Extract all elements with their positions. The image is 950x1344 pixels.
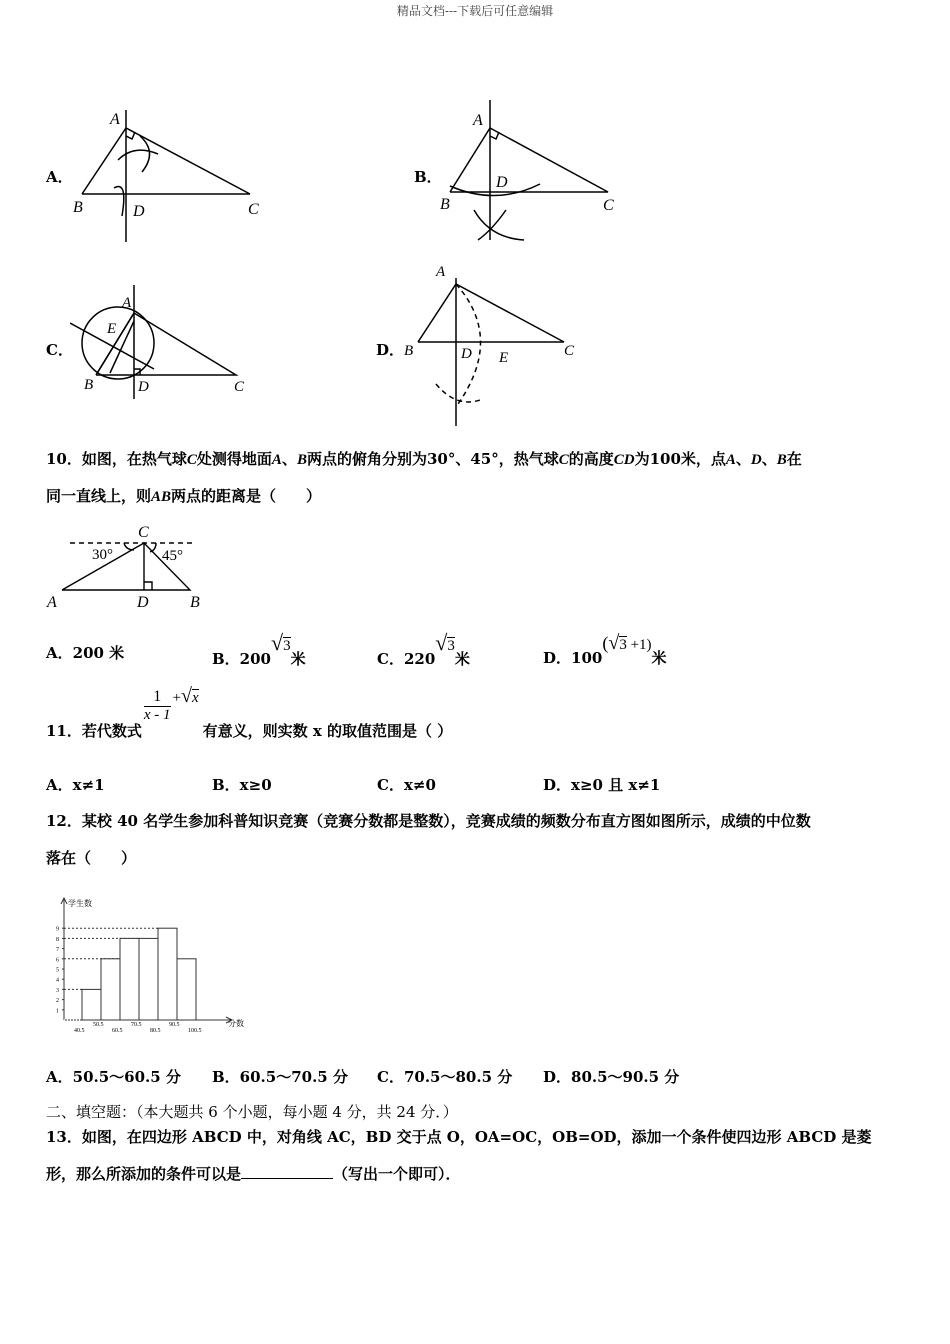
y-tick-label: 3 bbox=[56, 987, 59, 994]
y-tick-label: 9 bbox=[56, 926, 59, 933]
q12-option-c: C．70.5～80.5 分 bbox=[377, 1068, 513, 1086]
q11-option-c: C．x≠0 bbox=[377, 776, 436, 794]
q9-figure-d bbox=[400, 258, 590, 428]
x-tick-label: 50.5 bbox=[93, 1022, 104, 1028]
y-axis-label: 学生数 bbox=[68, 899, 92, 908]
q12-histogram bbox=[50, 890, 250, 1040]
q10-option-b: B．200√3米 bbox=[212, 630, 306, 668]
x-tick-label: 40.5 bbox=[74, 1028, 85, 1034]
label-B: B bbox=[404, 343, 414, 359]
histogram-bar bbox=[82, 989, 101, 1020]
q13-line1: 13．如图，在四边形 ABCD 中，对角线 AC，BD 交于点 O，OA=OC，OB=OD，添加一个条件使四边形 ABCD 是菱 bbox=[46, 1128, 872, 1146]
q10-option-d: D．100(√3 +1)米 bbox=[543, 632, 667, 667]
label-A: A bbox=[473, 112, 483, 129]
x-axis-label: 分数 bbox=[228, 1019, 244, 1028]
x-tick-label: 90.5 bbox=[169, 1022, 180, 1028]
x-tick-label: 70.5 bbox=[131, 1022, 142, 1028]
y-tick-label: 5 bbox=[56, 967, 59, 974]
q9-figure-c bbox=[70, 285, 260, 400]
label-B: B bbox=[73, 199, 83, 216]
x-tick-label: 100.5 bbox=[188, 1028, 202, 1034]
histogram-bar bbox=[101, 959, 120, 1020]
q10-figure bbox=[44, 520, 214, 615]
label-A: A bbox=[110, 111, 120, 128]
section-heading: 二、填空题：（本大题共 6 个小题，每小题 4 分，共 24 分．） bbox=[46, 1103, 458, 1121]
label-D: D bbox=[461, 346, 472, 362]
y-tick-label: 7 bbox=[56, 947, 59, 954]
label-C: C bbox=[564, 343, 575, 359]
q12-line1: 12．某校 40 名学生参加科普知识竞赛（竞赛分数都是整数），竞赛成绩的频数分布直方图如图所示，成绩的中位数 bbox=[46, 812, 811, 830]
q9-figure-b bbox=[436, 100, 626, 245]
q11-option-d: D．x≥0 且 x≠1 bbox=[543, 776, 661, 794]
q9-option-a-label: A． bbox=[46, 168, 73, 186]
fig-label-A: A bbox=[47, 594, 57, 611]
y-tick-label: 6 bbox=[56, 957, 59, 964]
histogram-bar bbox=[120, 938, 139, 1020]
q12-option-a: A．50.5～60.5 分 bbox=[46, 1068, 181, 1086]
label-C: C bbox=[234, 379, 245, 395]
label-B: B bbox=[84, 377, 94, 393]
x-tick-label: 80.5 bbox=[150, 1028, 161, 1034]
histogram-bar bbox=[139, 938, 158, 1020]
y-tick-label: 8 bbox=[56, 936, 59, 943]
label-A: A bbox=[122, 295, 132, 311]
q11-option-b: B．x≥0 bbox=[212, 776, 272, 794]
q12-option-b: B．60.5～70.5 分 bbox=[212, 1068, 348, 1086]
page-header: 精品文档---下载后可任意编辑 bbox=[396, 4, 554, 18]
fig-label-D: D bbox=[137, 594, 149, 611]
fig-angle-30: 30° bbox=[92, 547, 113, 563]
q9-figure-a bbox=[70, 100, 270, 245]
q10-option-a: A．200 米 bbox=[46, 644, 125, 662]
fig-label-B: B bbox=[190, 594, 200, 611]
y-tick-label: 4 bbox=[56, 977, 59, 984]
answer-blank[interactable] bbox=[241, 1164, 333, 1179]
y-tick-label: 1 bbox=[56, 1008, 59, 1015]
q9-option-b-label: B． bbox=[414, 168, 442, 186]
fig-angle-45: 45° bbox=[162, 548, 183, 564]
label-C: C bbox=[248, 201, 259, 218]
q10-option-c: C．220√3米 bbox=[377, 630, 470, 668]
fig-label-C: C bbox=[138, 524, 149, 541]
label-A: A bbox=[436, 264, 446, 280]
q11-option-a: A．x≠1 bbox=[46, 776, 105, 794]
label-E: E bbox=[499, 350, 509, 366]
q10-line2: 同一直线上，则AB两点的距离是（ ） bbox=[46, 487, 322, 505]
histogram-bar bbox=[177, 959, 196, 1020]
label-C: C bbox=[603, 197, 614, 214]
q10-line1: 10．如图，在热气球C处测得地面A、B两点的俯角分别为30°、45°，热气球C的高度CD为100米，点A、D、B在 bbox=[46, 450, 802, 468]
label-D: D bbox=[138, 379, 149, 395]
x-tick-label: 60.5 bbox=[112, 1028, 123, 1034]
q9-option-d-label: D． bbox=[376, 341, 405, 359]
q13-line2: 形，那么所添加的条件可以是 （写出一个即可）． bbox=[46, 1165, 461, 1183]
q9-option-c-label: C． bbox=[46, 341, 73, 359]
q12-option-d: D．80.5～90.5 分 bbox=[543, 1068, 680, 1086]
q12-line2: 落在（ ） bbox=[46, 849, 137, 867]
histogram-bar bbox=[158, 928, 177, 1020]
q11-line: 11．若代数式 $\frac{1}{x - 1}$ +√x有意义，则实数 x 的取值范围是（ ） bbox=[46, 685, 453, 740]
label-D: D bbox=[496, 174, 508, 191]
label-E: E bbox=[107, 321, 117, 337]
y-tick-label: 2 bbox=[56, 998, 59, 1005]
label-D: D bbox=[133, 203, 145, 220]
label-B: B bbox=[440, 196, 450, 213]
